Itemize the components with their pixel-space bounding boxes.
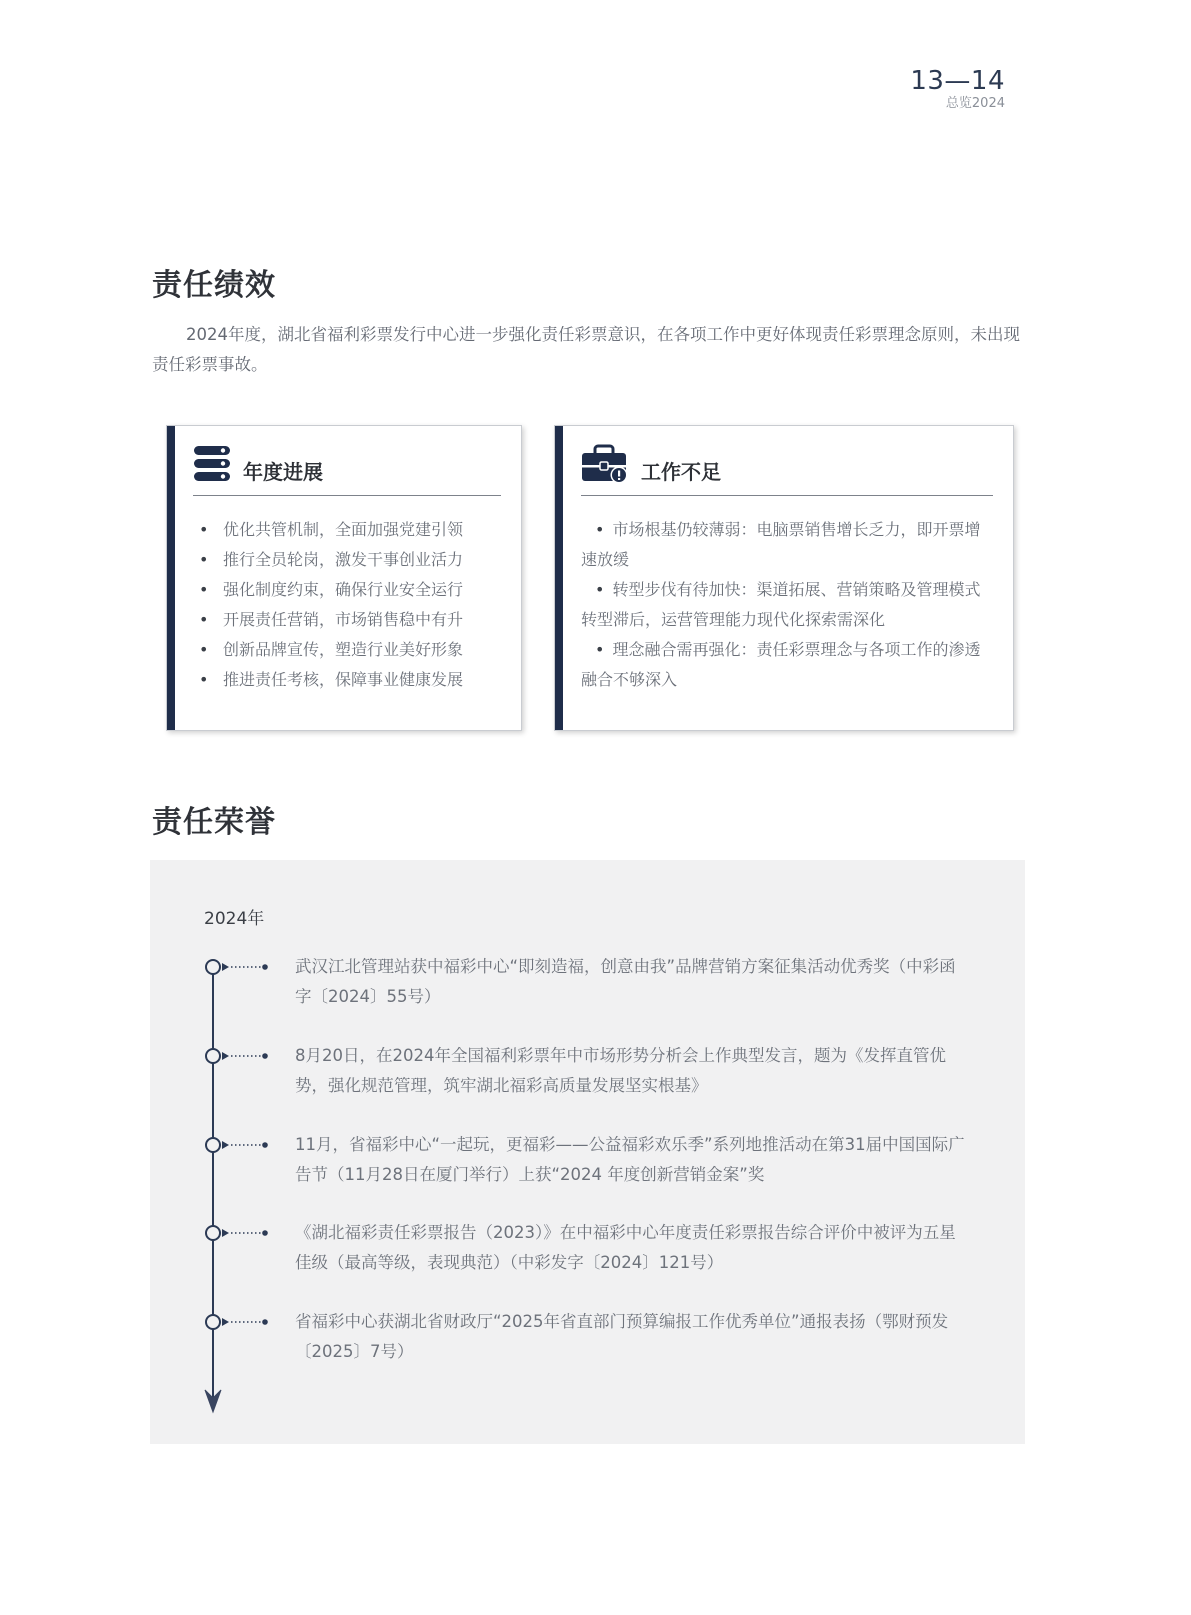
timeline-item: 省福彩中心获湖北省财政厅“2025年省直部门预算编报工作优秀单位”通报表扬（鄂财预发〔2025〕7号）: [295, 1312, 949, 1361]
list-item-text: 转型步伐有待加快：渠道拓展、营销策略及管理模式转型滞后，运营管理能力现代化探索需深化: [581, 580, 981, 629]
list-item-text: 市场根基仍较薄弱：电脑票销售增长乏力，即开票增速放缓: [581, 520, 981, 569]
card-header: [581, 440, 993, 496]
shortfall-card-title: 工作不足: [641, 460, 721, 484]
timeline-node: [206, 1138, 268, 1152]
timeline-item: 11月，省福彩中心“一起玩，更福彩——公益福彩欢乐季”系列地推活动在第31届中国国际广告节（11月28日在厦门举行）上获“2024 年度创新营销金案”奖: [295, 1135, 965, 1184]
list-item: • 转型步伐有待加快：渠道拓展、营销策略及管理模式转型滞后，运营管理能力现代化探索需深化: [581, 580, 981, 629]
card-accent-bar: [555, 426, 563, 730]
card-accent-bar: [167, 426, 175, 730]
timeline-item: 8月20日，在2024年全国福利彩票年中市场形势分析会上作典型发言，题为《发挥直管优势，强化规范管理，筑牢湖北福彩高质量发展坚实根基》: [295, 1046, 946, 1095]
shortfall-list: [581, 515, 989, 695]
section-label: 总览2024: [945, 96, 1005, 111]
timeline-item: 武汉江北管理站获中福彩中心“即刻造福，创意由我”品牌营销方案征集活动优秀奖（中彩函字〔2024〕55号）: [295, 957, 956, 1006]
list-item: • 开展责任营销，市场销售稳中有升: [197, 605, 463, 635]
list-item: • 推行全员轮岗，激发干事创业活力: [197, 545, 463, 575]
timeline-node: [206, 1049, 268, 1063]
performance-title: 责任绩效: [152, 268, 276, 303]
honors-timeline: [150, 860, 1025, 1444]
performance-intro: 2024年度，湖北省福利彩票发行中心进一步强化责任彩票意识，在各项工作中更好体现责任彩票理念原则，未出现责任彩票事故。: [152, 325, 1020, 374]
shortfall-card: [554, 425, 1014, 731]
card-header: [193, 440, 501, 496]
timeline-node: [206, 960, 268, 974]
layers-stack-icon: [193, 444, 233, 484]
list-item: • 市场根基仍较薄弱：电脑票销售增长乏力，即开票增速放缓: [581, 520, 981, 569]
timeline-node: [206, 1315, 268, 1329]
honors-title: 责任荣誉: [152, 805, 276, 840]
timeline-item: 《湖北福彩责任彩票报告（2023）》在中福彩中心年度责任彩票报告综合评价中被评为五星佳级（最高等级，表现典范）（中彩发字〔2024〕121号）: [295, 1223, 956, 1272]
list-item: • 理念融合需再强化：责任彩票理念与各项工作的渗透融合不够深入: [581, 640, 981, 689]
list-item-text: 理念融合需再强化：责任彩票理念与各项工作的渗透融合不够深入: [581, 640, 981, 689]
progress-card-title: 年度进展: [243, 460, 323, 484]
progress-card: [166, 425, 522, 731]
list-item: • 创新品牌宣传，塑造行业美好形象: [197, 635, 463, 665]
timeline-node: [206, 1226, 268, 1240]
page-header: [910, 66, 1005, 112]
list-item: • 强化制度约束，确保行业安全运行: [197, 575, 463, 605]
timeline-year: 2024年: [204, 909, 265, 929]
page-numbers: 13—14: [910, 66, 1005, 96]
progress-list: [197, 515, 463, 695]
list-item: • 优化共管机制，全面加强党建引领: [197, 515, 463, 545]
briefcase-alert-icon: [581, 444, 629, 484]
list-item: • 推进责任考核，保障事业健康发展: [197, 665, 463, 695]
